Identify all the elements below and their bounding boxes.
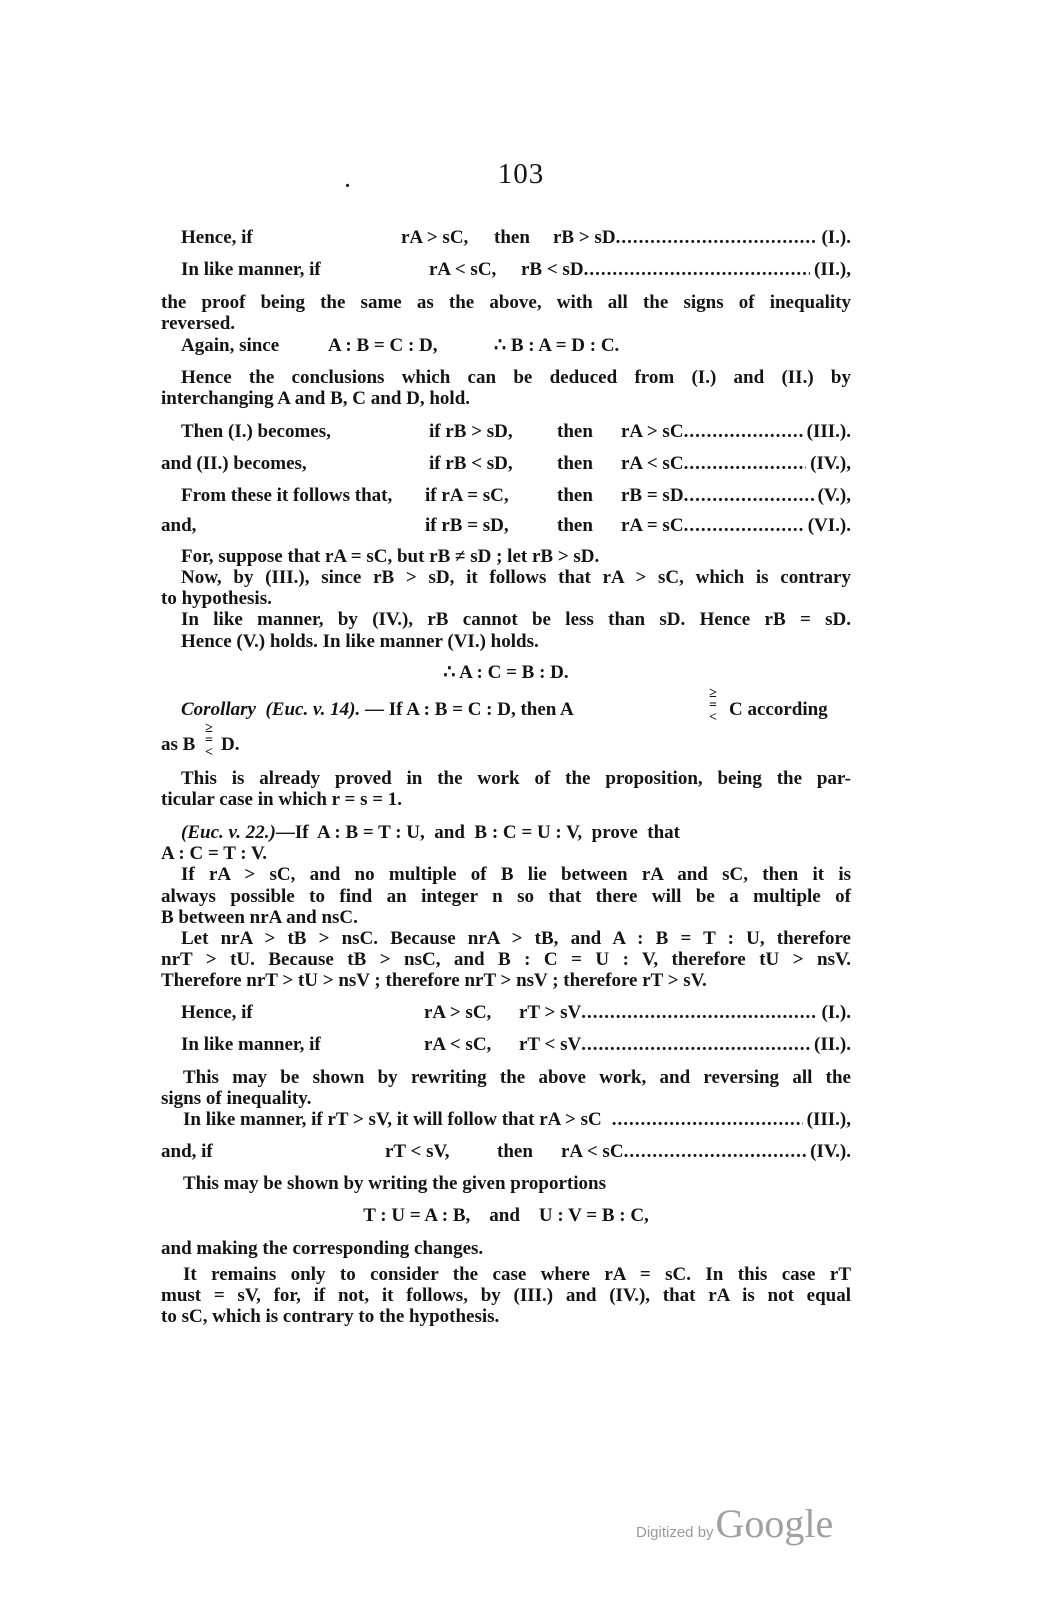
paragraph-line: If rA > sC, and no multiple of B lie between rA and sC, then it is (181, 864, 851, 885)
statement-line: and, if rB = sD, then rA = sC ..... (VI.). (161, 515, 851, 537)
statement-line: In like manner, if rA < sC, rT < sV ..... (II.). (161, 1034, 851, 1056)
paragraph-line: to sC, which is contrary to the hypothesis. (161, 1306, 500, 1327)
paragraph-line: For, suppose that rA = sC, but rB ≠ sD ; let rB > sD. (181, 546, 600, 567)
corollary-line: Corollary (Euc. v. 14). — If A : B = C : D, then A ≥ = < C according (181, 686, 828, 725)
corollary-line: as B ≥ = < D. (161, 721, 240, 760)
equation-line: T : U = A : B, and U : V = B : C, (363, 1205, 649, 1226)
proposition-line: (Euc. v. 22.)—If A : B = T : U, and B : C = U : V, prove that (181, 822, 680, 843)
stray-mark: . (345, 170, 350, 192)
paragraph-line: This is already proved in the work of the proposition, being the par- (181, 768, 851, 789)
conclusion-line: ∴ A : C = B : D. (443, 662, 569, 683)
paragraph-line: Let nrA > tB > nsC. Because nrA > tB, and A : B = T : U, therefore (181, 928, 851, 949)
paragraph-line: B between nrA and nsC. (161, 907, 358, 928)
statement-line: In like manner, if rA < sC, rB < sD ..... (II.), (161, 259, 851, 281)
paragraph-line: ticular case in which r = s = 1. (161, 789, 403, 810)
statement-line: Hence, if rA > sC, rT > sV ..... (I.). (161, 1002, 851, 1024)
statement-line: From these it follows that, if rA = sC, then rB = sD ..... (V.), (161, 485, 851, 507)
paragraph-line: must = sV, for, if not, it follows, by (III.) and (IV.), that rA is not equal (161, 1285, 851, 1306)
digitized-watermark: Digitized byGoogle (636, 1501, 834, 1546)
statement-line: Hence, if rA > sC, then rB > sD ..... (I.). (161, 227, 851, 249)
page-number: 103 (497, 158, 545, 190)
paragraph-line: This may be shown by rewriting the above work, and reversing all the (183, 1067, 851, 1088)
paragraph-line: and making the corresponding changes. (161, 1238, 484, 1259)
paragraph-line: Hence (V.) holds. In like manner (VI.) holds. (181, 631, 539, 652)
paragraph-line: interchanging A and B, C and D, hold. (161, 388, 471, 409)
paragraph-line: This may be shown by writing the given proportions (183, 1173, 606, 1194)
statement-line: Again, since A : B = C : D, ∴ B : A = D : C. (181, 335, 620, 356)
paragraph-line: to hypothesis. (161, 588, 272, 609)
statement-line: and (II.) becomes, if rB < sD, then rA < sC ..... (IV.), (161, 453, 851, 475)
paragraph-line: Now, by (III.), since rB > sD, it follows that rA > sC, which is contrary (181, 567, 851, 588)
paragraph-line: reversed. (161, 313, 236, 334)
paragraph-line: A : C = T : V. (161, 843, 268, 864)
paragraph-line: Hence the conclusions which can be deduced from (I.) and (II.) by (181, 367, 851, 388)
paragraph-line: In like manner, by (IV.), rB cannot be less than sD. Hence rB = sD. (181, 609, 851, 630)
statement-line: and, if rT < sV, then rA < sC ..... (IV.). (161, 1141, 851, 1163)
paragraph-line: the proof being the same as the above, with all the signs of inequality (161, 292, 851, 313)
statement-line: In like manner, if rT > sV, it will follow that rA > sC ..... (III.), (183, 1109, 851, 1131)
paragraph-line: nrT > tU. Because tB > nsC, and B : C = U : V, therefore tU > nsV. (161, 949, 851, 970)
paragraph-line: always possible to find an integer n so that there will be a multiple of (161, 886, 851, 907)
statement-line: Then (I.) becomes, if rB > sD, then rA > sC ..... (III.). (161, 421, 851, 443)
paragraph-line: It remains only to consider the case where rA = sC. In this case rT (183, 1264, 851, 1285)
paragraph-line: Therefore nrT > tU > nsV ; therefore nrT > nsV ; therefore rT > sV. (161, 970, 707, 991)
paragraph-line: signs of inequality. (161, 1088, 312, 1109)
